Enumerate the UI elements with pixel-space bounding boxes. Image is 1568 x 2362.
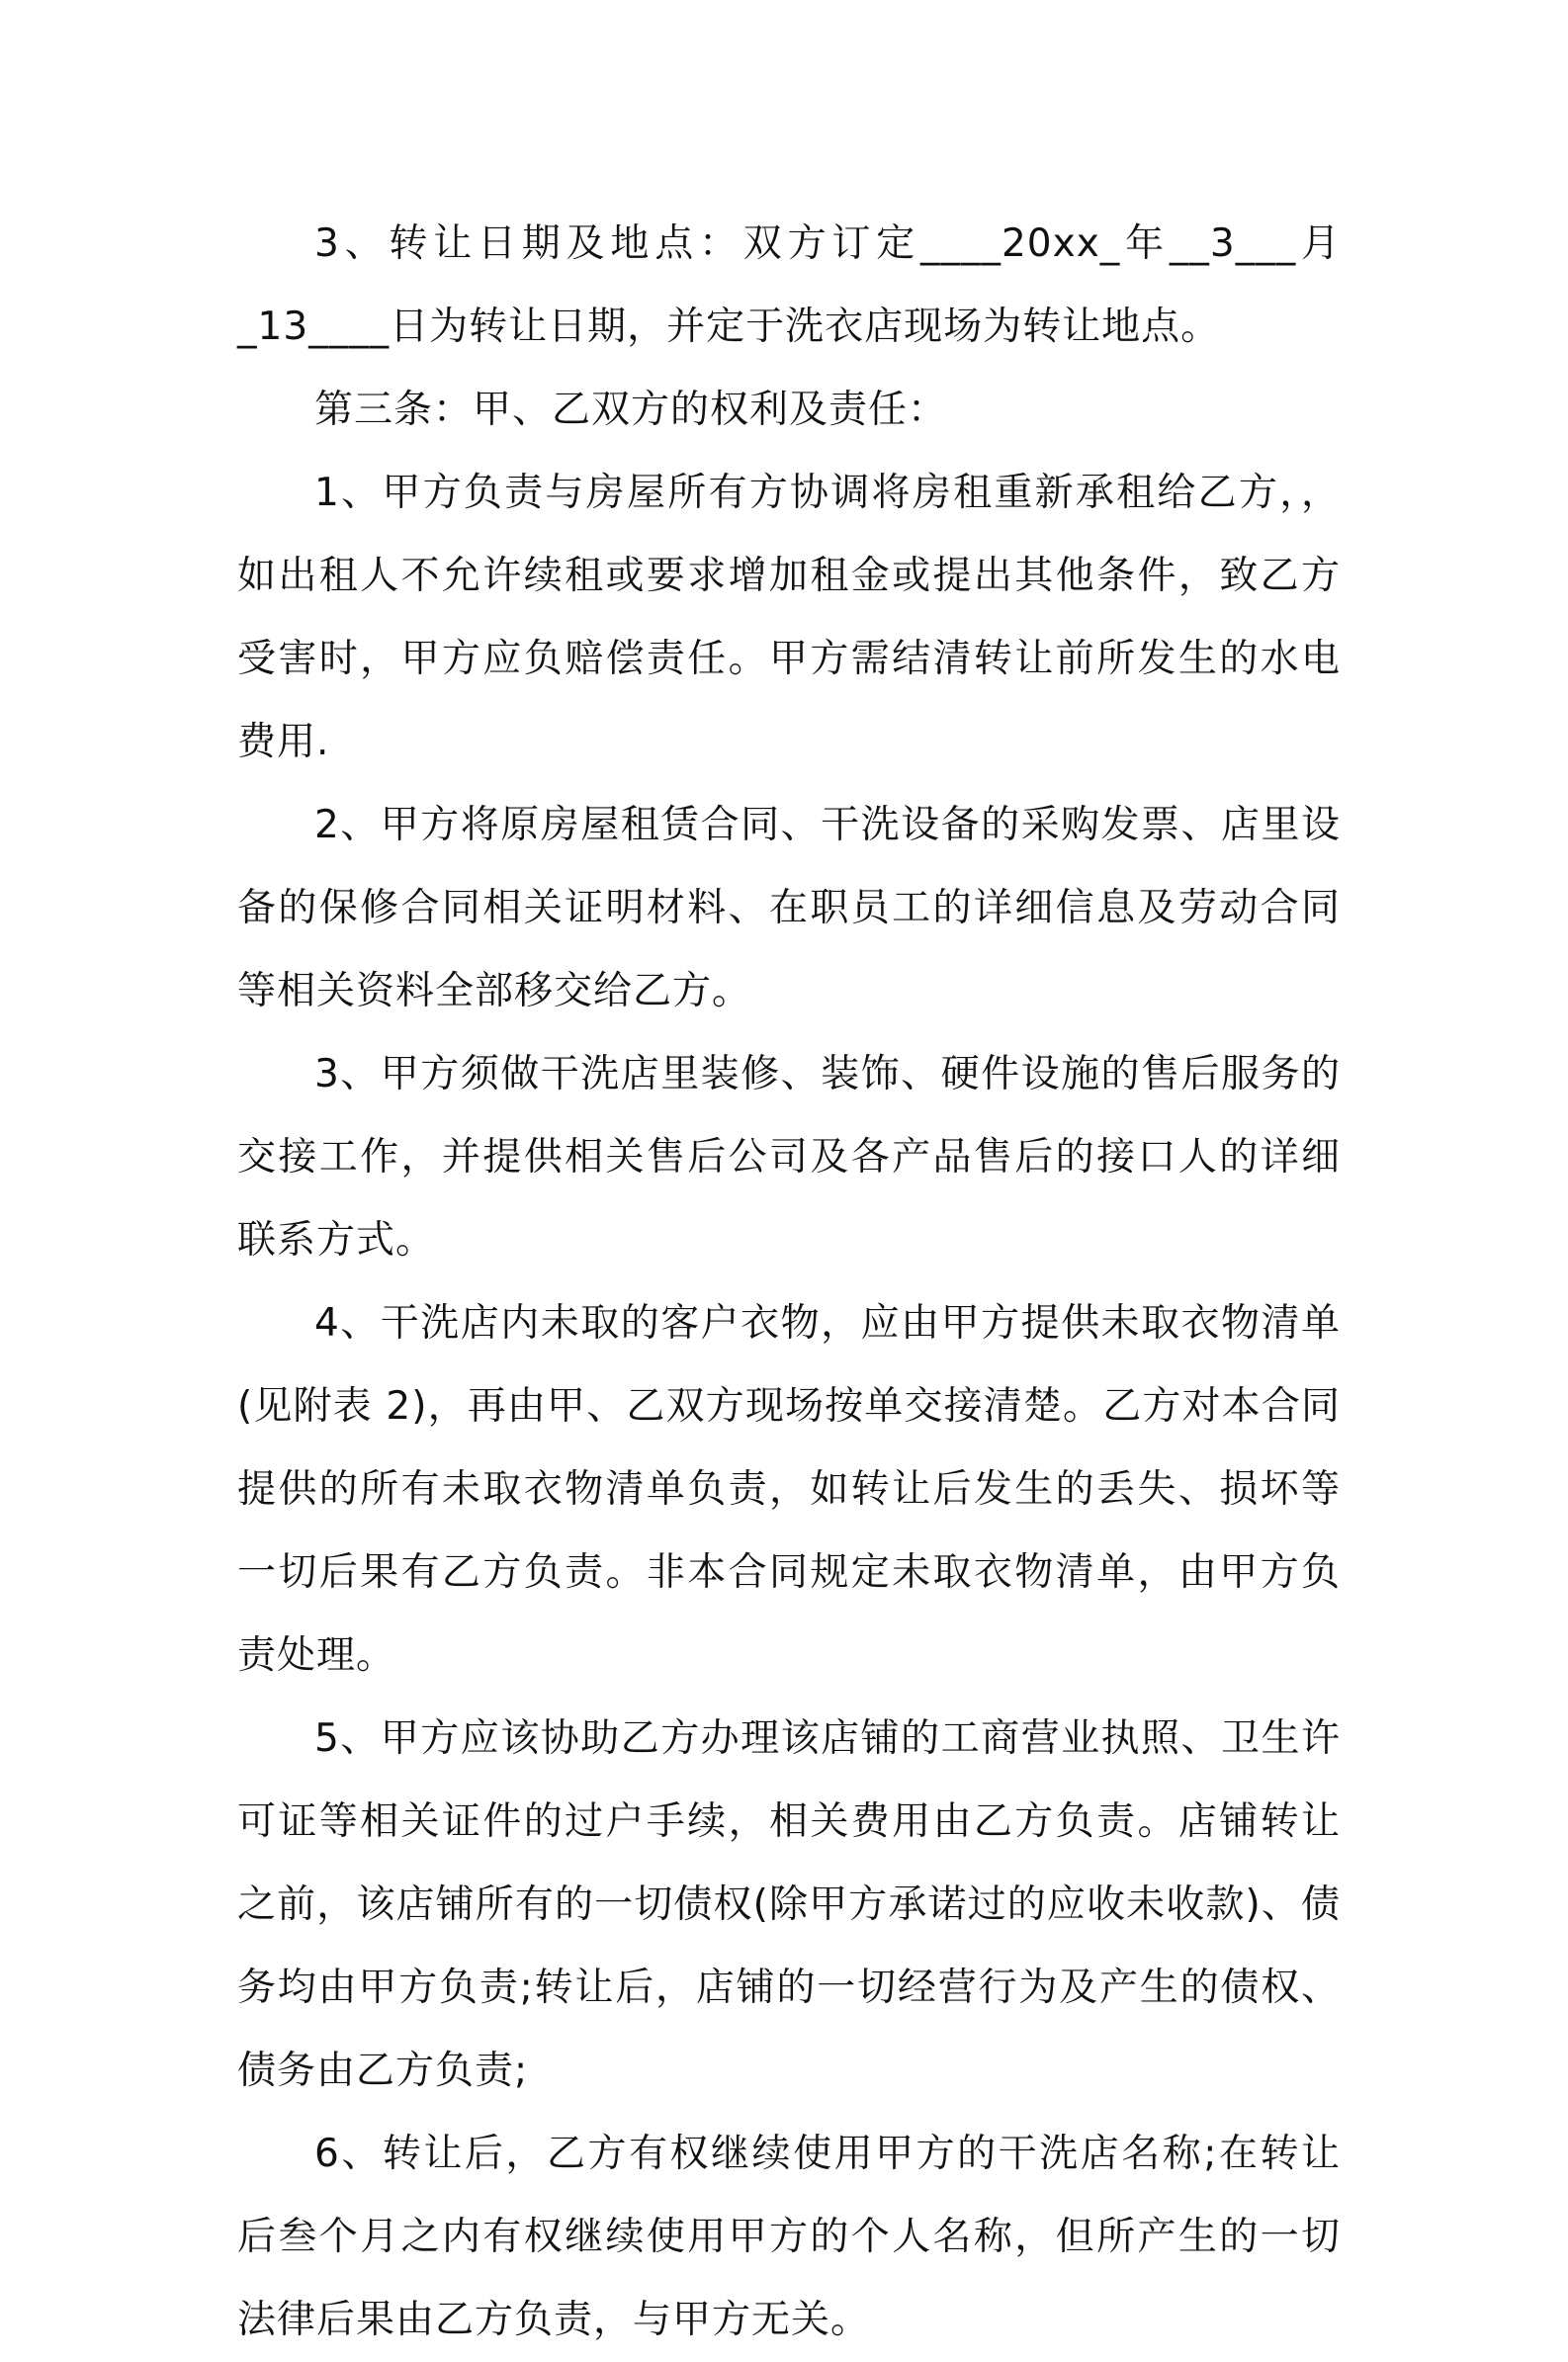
paragraph-clause-3: 3、甲方须做干洗店里装修、装饰、硬件设施的售后服务的交接工作，并提供相关售后公司及各产品售后的接口人的详细联系方式。 [237, 1052, 1341, 1263]
paragraph-clause-4: 4、干洗店内未取的客户衣物，应由甲方提供未取衣物清单(见附表 2)，再由甲、乙双方现场按单交接清楚。乙方对本合同提供的所有未取衣物清单负责，如转让后发生的丢失、损坏等一切后果有乙方负责。非本合同规定未取衣物清单，由甲方负责处理。 [237, 1301, 1341, 1678]
paragraph-clause-1: 1、甲方负责与房屋所有方协调将房租重新承租给乙方，，如出租人不允许续租或要求增加租金或提出其他条件，致乙方受害时，甲方应负赔偿责任。甲方需结清转让前所发生的水电费用. [237, 471, 1341, 764]
paragraph-transfer-date: 3、转让日期及地点：双方订定____20xx_年__3___月_13____日为转让日期，并定于洗衣店现场为转让地点。 [237, 221, 1341, 349]
document-body [237, 203, 1341, 2362]
paragraph-clause-6: 6、转让后，乙方有权继续使用甲方的干洗店名称;在转让后叁个月之内有权继续使用甲方的个人名称，但所产生的一切法律后果由乙方负责，与甲方无关。 [237, 2132, 1341, 2342]
paragraph-clause-2: 2、甲方将原房屋租赁合同、干洗设备的采购发票、店里设备的保修合同相关证明材料、在职员工的详细信息及劳动合同等相关资料全部移交给乙方。 [237, 803, 1341, 1013]
paragraph-article-three-heading: 第三条：甲、乙双方的权利及责任： [314, 388, 948, 432]
paragraph-clause-5: 5、甲方应该协助乙方办理该店铺的工商营业执照、卫生许可证等相关证件的过户手续，相关费用由乙方负责。店铺转让之前，该店铺所有的一切债权(除甲方承诺过的应收未收款)、债务均由甲方负责;转让后，店铺的一切经营行为及产生的债权、债务由乙方负责; [237, 1716, 1341, 2093]
